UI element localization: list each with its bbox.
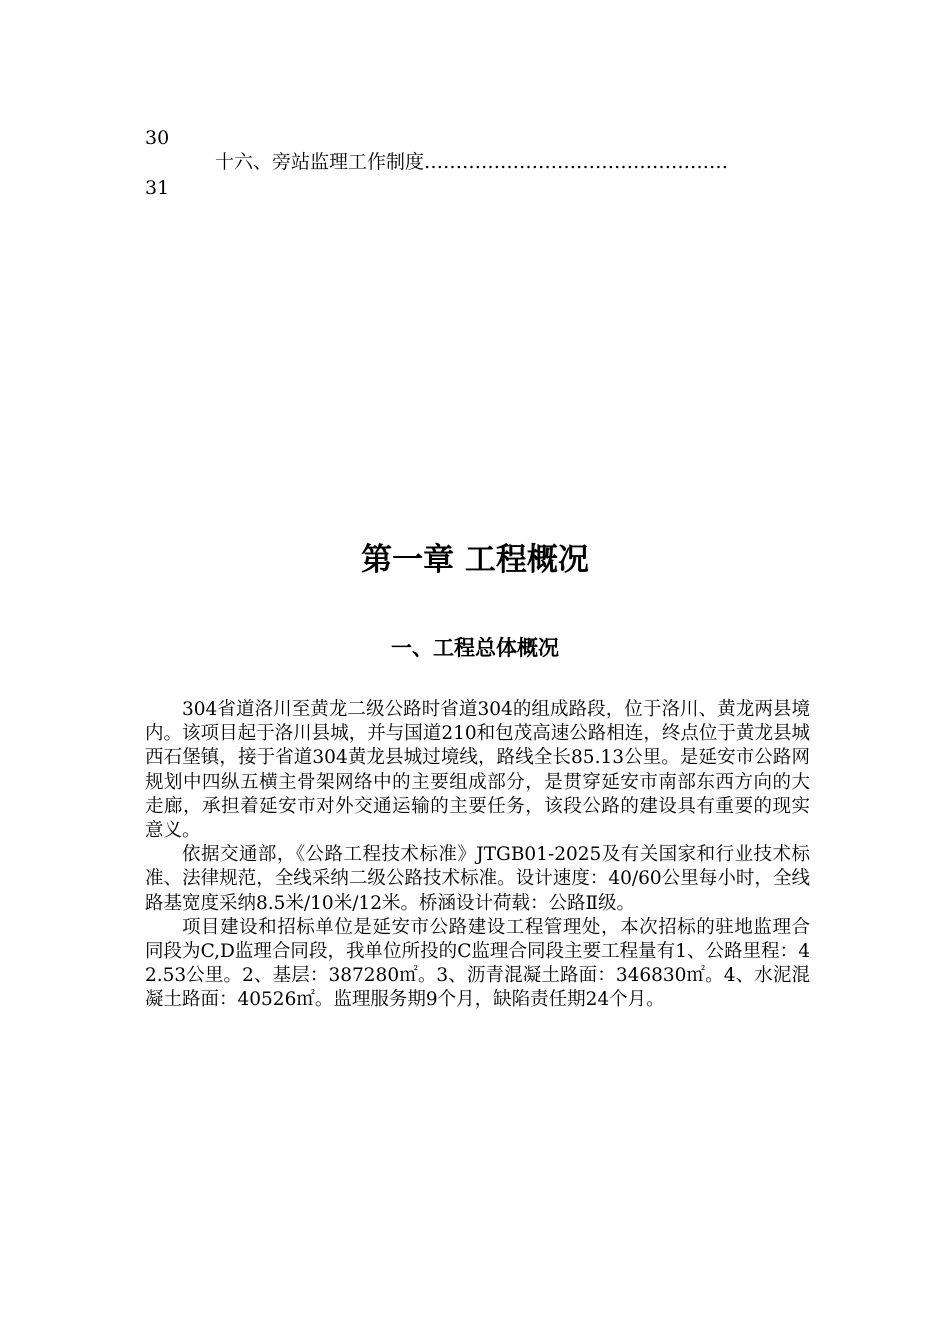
paragraph-contract-scope: 项目建设和招标单位是延安市公路建设工程管理处，本次招标的驻地监理合同段为C,D监理合同段，我单位所投的C监理合同段主要工程量有1、公路里程：42.53公里。2、基层：387280㎡。3、沥青混凝土路面：346830㎡。4、水泥混凝土路面：40526㎡。监理服务期9个月，缺陷责任期24个月。 <box>145 916 810 1011</box>
section-title: 一、工程总体概况 <box>391 636 559 660</box>
chapter-title: 第一章 工程概况 <box>361 542 589 578</box>
paragraph-project-overview: 304省道洛川至黄龙二级公路时省道304的组成路段，位于洛川、黄龙两县境内。该项目起于洛川县城，并与国道210和包茂高速公路相连，终点位于黄龙县城西石堡镇，接于省道304黄龙县城过境线，路线全长85.13公里。是延安市公路网规划中四纵五横主骨架网络中的主要组成部分，是贯穿延安市南部东西方向的大走廊，承担着延安市对外交通运输的主要任务，该段公路的建设具有重要的现实意义。 <box>145 699 810 842</box>
body-text <box>145 698 810 1013</box>
toc-entry <box>215 150 815 174</box>
toc-entry-label: 十六、旁站监理工作制度 <box>215 151 425 173</box>
toc-prev-page-number: 30 <box>145 127 170 149</box>
toc-entry-leader: ………………………………………… <box>424 151 729 173</box>
toc-entry-page-number: 31 <box>145 177 170 199</box>
paragraph-technical-standards: 依据交通部，《公路工程技术标准》JTGB01-2025及有关国家和行业技术标准、法律规范，全线采纳二级公路技术标准。设计速度：40/60公里每小时，全线路基宽度采纳8.5米/10米/12米。桥涵设计荷载：公路Ⅱ级。 <box>145 844 810 914</box>
